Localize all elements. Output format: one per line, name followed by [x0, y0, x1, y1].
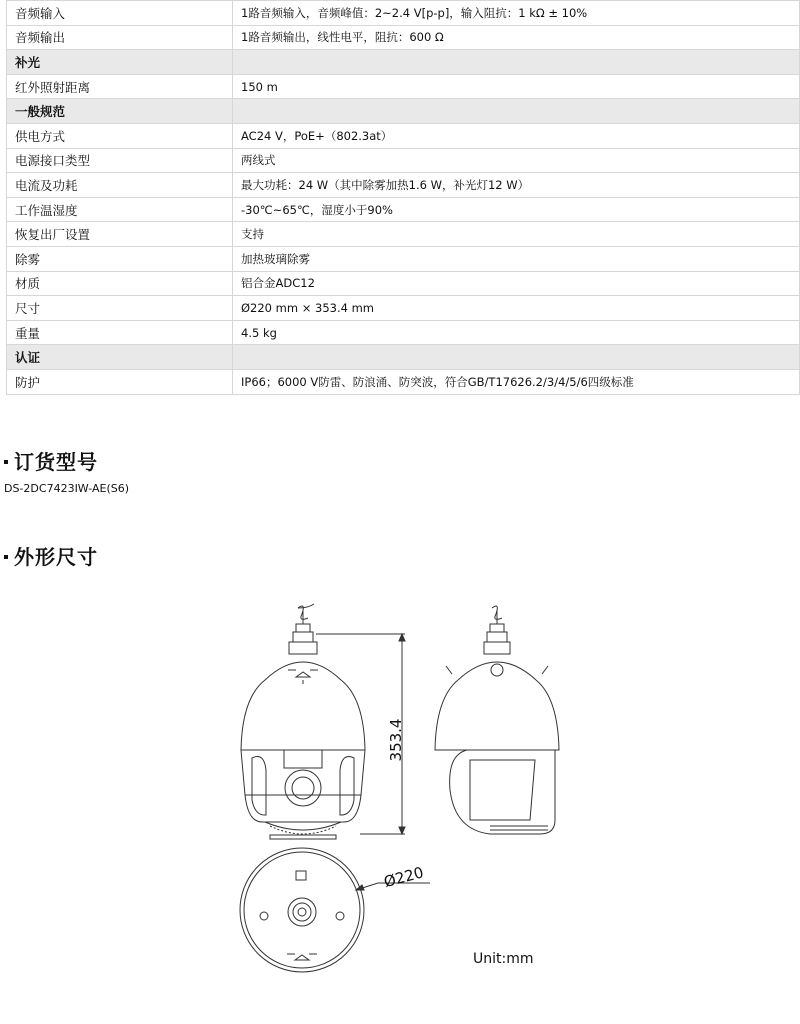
spec-value: 150 m [233, 74, 800, 99]
spec-value: IP66；6000 V防雷、防浪涌、防突波，符合GB/T17626.2/3/4/5/6四级标准 [233, 369, 800, 394]
section-filler [233, 345, 800, 370]
section-title: 补光 [7, 50, 233, 75]
side-view-drawing [435, 606, 559, 834]
spec-value: -30℃~65℃，湿度小于90% [233, 197, 800, 222]
unit-label: Unit:mm [473, 951, 534, 967]
spec-key: 防护 [7, 369, 233, 394]
spec-key: 重量 [7, 320, 233, 345]
table-row [7, 246, 800, 271]
bullet-icon [4, 460, 8, 464]
spec-key: 音频输出 [7, 25, 233, 50]
spec-value: 加热玻璃除雾 [233, 246, 800, 271]
spec-key: 除雾 [7, 246, 233, 271]
bottom-view-drawing [240, 848, 430, 972]
table-row [7, 74, 800, 99]
section-row [7, 50, 800, 75]
front-view-drawing [241, 604, 405, 834]
height-dimension-label: 353.4 [387, 718, 405, 762]
spec-value: AC24 V，PoE+（802.3at） [233, 123, 800, 148]
section-row [7, 99, 800, 124]
section-title: 认证 [7, 345, 233, 370]
diameter-dimension-label: Ø220 [381, 863, 426, 892]
spec-value: 两线式 [233, 148, 800, 173]
spec-key: 材质 [7, 271, 233, 296]
spec-value: 支持 [233, 222, 800, 247]
order-heading [4, 446, 98, 475]
dimension-drawing [0, 590, 800, 990]
spec-value: 1路音频输出，线性电平，阻抗：600 Ω [233, 25, 800, 50]
table-row [7, 271, 800, 296]
dimensions-heading [4, 541, 98, 570]
spec-key: 恢复出厂设置 [7, 222, 233, 247]
spec-key: 供电方式 [7, 123, 233, 148]
table-row [7, 25, 800, 50]
model-number: DS-2DC7423IW-AE(S6) [4, 482, 130, 495]
dimensions-title: 外形尺寸 [14, 545, 98, 569]
table-row [7, 369, 800, 394]
table-row [7, 1, 800, 26]
spec-value: 1路音频输入，音频峰值：2~2.4 V[p-p]，输入阻抗：1 kΩ ± 10% [233, 1, 800, 26]
spec-value: 铝合金ADC12 [233, 271, 800, 296]
table-row [7, 320, 800, 345]
table-row [7, 148, 800, 173]
section-filler [233, 50, 800, 75]
spec-table [6, 0, 800, 395]
section-filler [233, 99, 800, 124]
section-row [7, 345, 800, 370]
table-row [7, 296, 800, 321]
spec-value: 最大功耗：24 W（其中除雾加热1.6 W，补光灯12 W） [233, 173, 800, 198]
spec-value: 4.5 kg [233, 320, 800, 345]
table-row [7, 123, 800, 148]
spec-value: Ø220 mm × 353.4 mm [233, 296, 800, 321]
spec-key: 音频输入 [7, 1, 233, 26]
order-title: 订货型号 [14, 450, 98, 474]
spec-key: 电流及功耗 [7, 173, 233, 198]
spec-key: 尺寸 [7, 296, 233, 321]
spec-key: 工作温湿度 [7, 197, 233, 222]
spec-key: 红外照射距离 [7, 74, 233, 99]
table-row [7, 197, 800, 222]
bullet-icon [4, 555, 8, 559]
table-row [7, 173, 800, 198]
section-title: 一般规范 [7, 99, 233, 124]
spec-key: 电源接口类型 [7, 148, 233, 173]
table-row [7, 222, 800, 247]
